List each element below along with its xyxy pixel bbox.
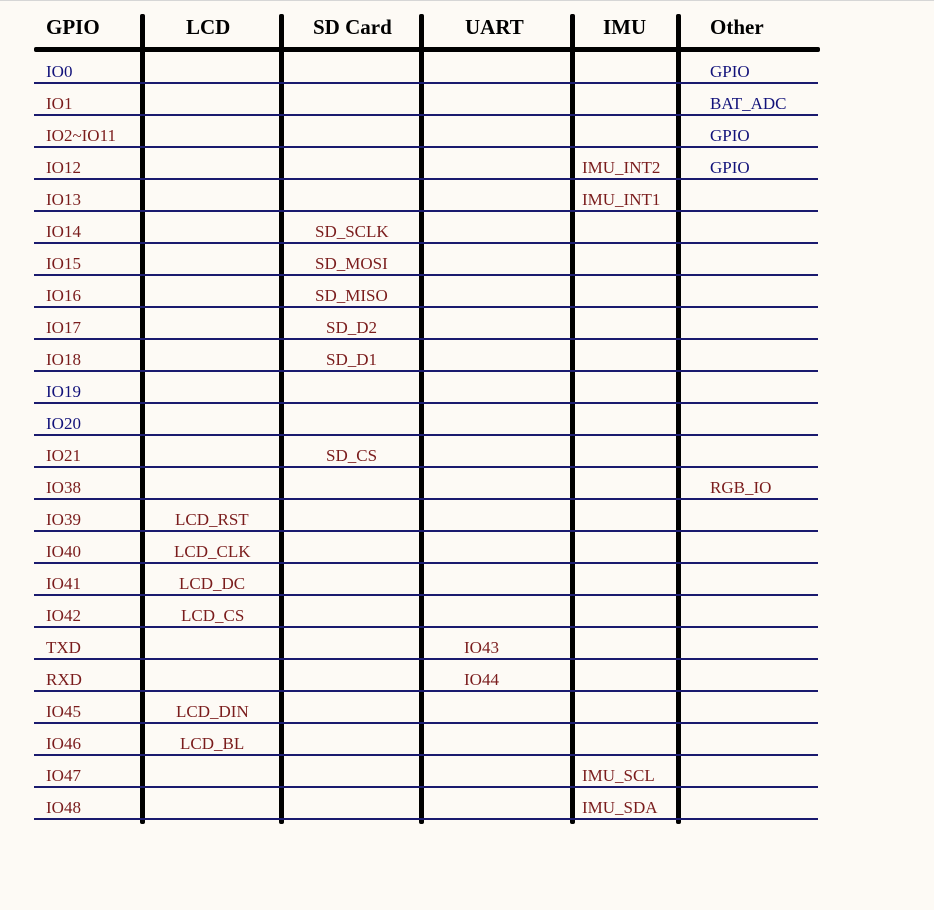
row-rule bbox=[34, 530, 818, 532]
cell-imu: IMU_INT2 bbox=[582, 158, 661, 177]
column-divider bbox=[676, 14, 681, 824]
cell-sd: SD_SCLK bbox=[315, 222, 389, 241]
cell-other: RGB_IO bbox=[710, 478, 772, 497]
cell-other: GPIO bbox=[710, 126, 750, 145]
row-rule bbox=[34, 562, 818, 564]
cell-gpio: IO40 bbox=[46, 542, 81, 561]
cell-gpio: IO14 bbox=[46, 222, 81, 241]
header-gpio: GPIO bbox=[46, 15, 100, 39]
cell-gpio: IO19 bbox=[46, 382, 81, 401]
cell-gpio: IO39 bbox=[46, 510, 81, 529]
cell-lcd: LCD_CS bbox=[181, 606, 245, 625]
row-rule bbox=[34, 338, 818, 340]
cell-gpio: IO45 bbox=[46, 702, 81, 721]
cell-gpio: TXD bbox=[46, 638, 81, 657]
cell-sd: SD_CS bbox=[326, 446, 378, 465]
cell-other: GPIO bbox=[710, 62, 750, 81]
cell-sd: SD_D2 bbox=[326, 318, 378, 337]
row-rule bbox=[34, 114, 818, 116]
row-rule bbox=[34, 626, 818, 628]
cell-gpio: IO0 bbox=[46, 62, 73, 81]
cell-lcd: LCD_CLK bbox=[174, 542, 251, 561]
row-rule bbox=[34, 370, 818, 372]
row-rule bbox=[34, 242, 818, 244]
row-rule bbox=[34, 690, 818, 692]
cell-gpio: IO2~IO11 bbox=[46, 126, 116, 145]
row-rule bbox=[34, 466, 818, 468]
row-rule bbox=[34, 434, 818, 436]
row-rule bbox=[34, 274, 818, 276]
row-rule bbox=[34, 178, 818, 180]
cell-imu: IMU_SDA bbox=[582, 798, 658, 817]
cell-gpio: IO48 bbox=[46, 798, 81, 817]
row-rule bbox=[34, 306, 818, 308]
cell-sd: SD_MISO bbox=[315, 286, 388, 305]
cell-imu: IMU_SCL bbox=[582, 766, 655, 785]
row-rule bbox=[34, 786, 818, 788]
cell-lcd: LCD_RST bbox=[175, 510, 249, 529]
row-rule bbox=[34, 82, 818, 84]
header-divider bbox=[34, 47, 820, 52]
column-divider bbox=[570, 14, 575, 824]
cell-gpio: IO46 bbox=[46, 734, 81, 753]
row-rule bbox=[34, 498, 818, 500]
cell-lcd: LCD_BL bbox=[180, 734, 245, 753]
cell-other: BAT_ADC bbox=[710, 94, 787, 113]
cell-uart: IO44 bbox=[464, 670, 499, 689]
cell-gpio: IO38 bbox=[46, 478, 81, 497]
cell-gpio: IO41 bbox=[46, 574, 81, 593]
cell-gpio: IO1 bbox=[46, 94, 73, 113]
cell-sd: SD_D1 bbox=[326, 350, 378, 369]
row-rule bbox=[34, 594, 818, 596]
cell-imu: IMU_INT1 bbox=[582, 190, 661, 209]
header-uart: UART bbox=[465, 15, 524, 39]
row-rule bbox=[34, 146, 818, 148]
cell-gpio: IO13 bbox=[46, 190, 81, 209]
cell-uart: IO43 bbox=[464, 638, 499, 657]
header-imu: IMU bbox=[603, 15, 647, 39]
cell-gpio: IO17 bbox=[46, 318, 81, 337]
cell-gpio: IO21 bbox=[46, 446, 81, 465]
row-rule bbox=[34, 658, 818, 660]
cell-gpio: IO18 bbox=[46, 350, 81, 369]
top-border-line bbox=[0, 0, 934, 1]
cell-gpio: IO20 bbox=[46, 414, 81, 433]
row-rule bbox=[34, 722, 818, 724]
cell-gpio: IO47 bbox=[46, 766, 81, 785]
cell-gpio: IO12 bbox=[46, 158, 81, 177]
cell-lcd: LCD_DC bbox=[179, 574, 246, 593]
cell-gpio: RXD bbox=[46, 670, 82, 689]
header-sdcard: SD Card bbox=[313, 15, 392, 39]
cell-other: GPIO bbox=[710, 158, 750, 177]
column-divider bbox=[279, 14, 284, 824]
row-rule bbox=[34, 210, 818, 212]
column-divider bbox=[419, 14, 424, 824]
header-lcd: LCD bbox=[186, 15, 231, 39]
column-divider bbox=[140, 14, 145, 824]
header-other: Other bbox=[710, 15, 764, 39]
cell-gpio: IO42 bbox=[46, 606, 81, 625]
row-rule bbox=[34, 818, 818, 820]
row-rule bbox=[34, 754, 818, 756]
cell-gpio: IO15 bbox=[46, 254, 81, 273]
row-rule bbox=[34, 402, 818, 404]
cell-gpio: IO16 bbox=[46, 286, 81, 305]
cell-sd: SD_MOSI bbox=[315, 254, 388, 273]
cell-lcd: LCD_DIN bbox=[176, 702, 249, 721]
